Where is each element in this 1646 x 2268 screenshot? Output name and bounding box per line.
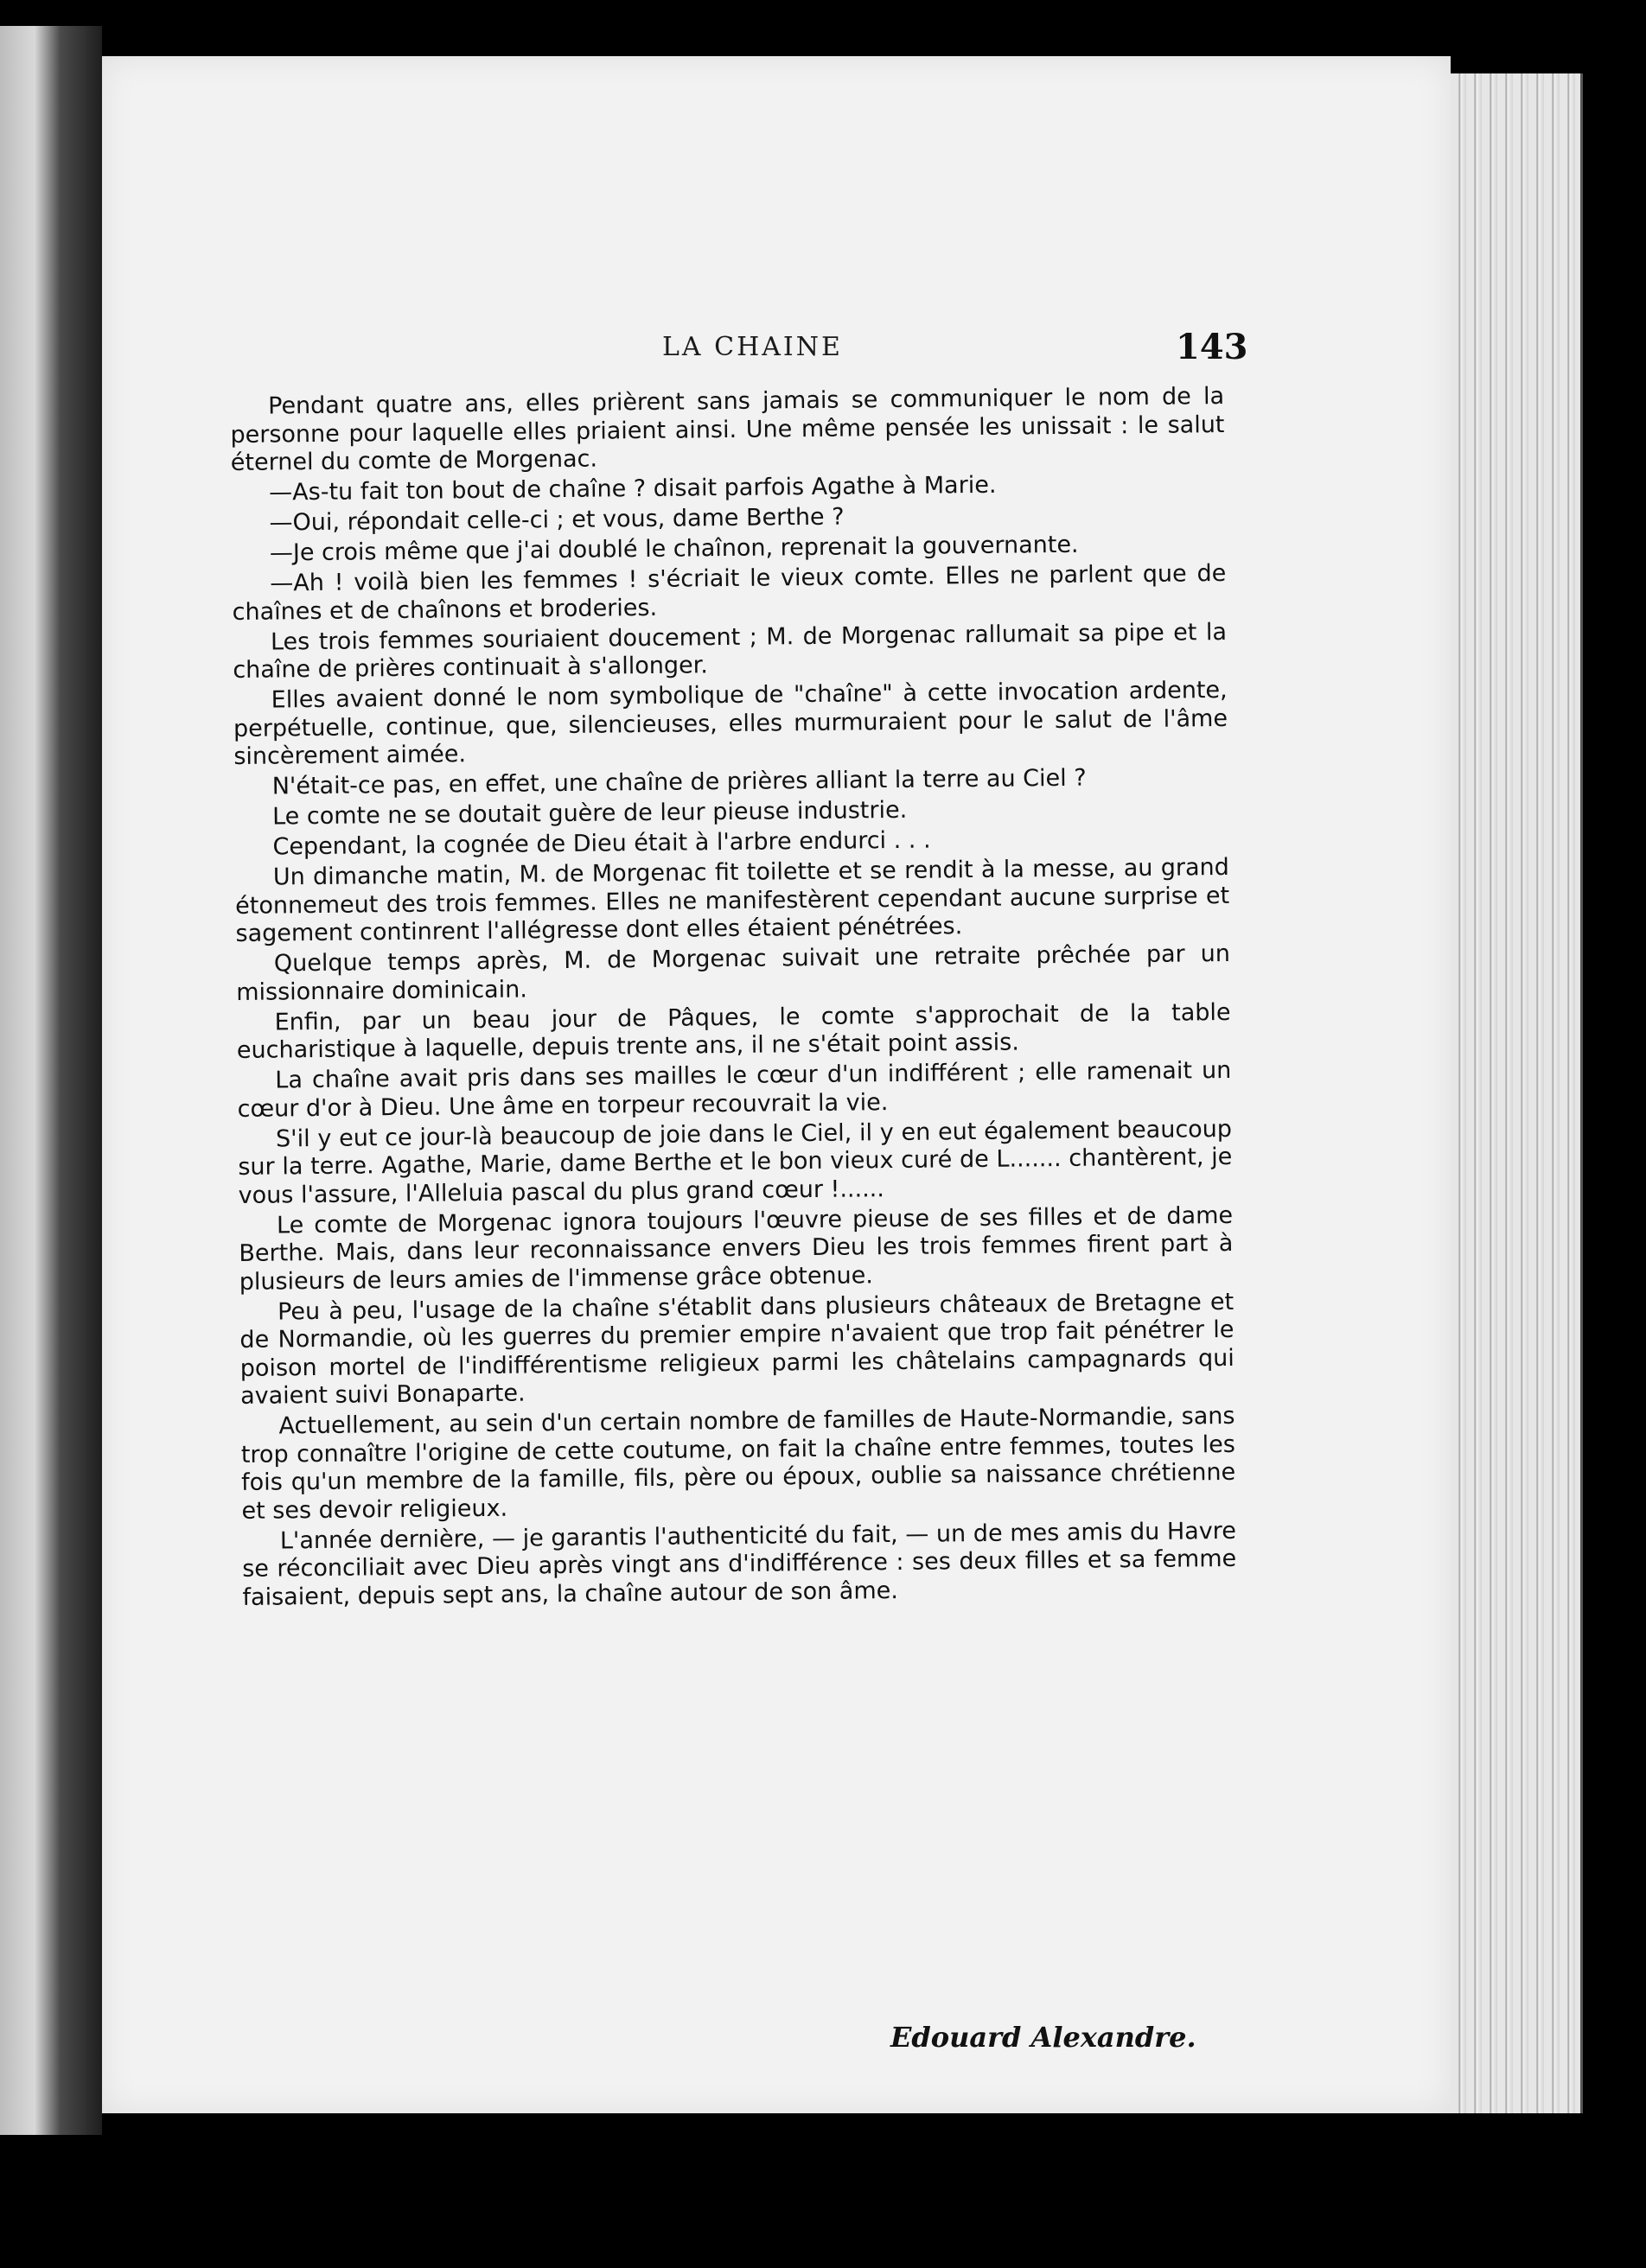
- paragraph: Un dimanche matin, M. de Morgenac fit toilette et se rendit à la messe, au grand étonnemeut des trois femmes. Elles ne manifestèrent cependant aucune surprise et sagement continrent l'allégresse dont elles étaient pénétrées.: [235, 853, 1230, 947]
- paragraph: Cependant, la cognée de Dieu était à l'arbre endurci . . .: [272, 826, 931, 861]
- paragraph: La chaîne avait pris dans ses mailles le cœur d'un indifférent ; elle ramenait un cœur d'or à Dieu. Une âme en torpeur recouvrait la vie.: [237, 1056, 1232, 1123]
- paragraph: Elles avaient donné le nom symbolique de "chaîne" à cette invocation ardente, perpétuelle, continue, que, silencieuses, elles murmuraient pour le salut de l'âme sincèrement aimée.: [233, 676, 1228, 770]
- paragraph: Les trois femmes souriaient doucement ; M. de Morgenac rallumait sa pipe et la chaîne de prières continuait à s'allonger.: [233, 618, 1228, 684]
- paragraph: Le comte de Morgenac ignora toujours l'œuvre pieuse de ses filles et de dame Berthe. Mais, dans leur reconnaissance envers Dieu les trois femmes firent part à plusieurs de leurs amies de l'immense grâce obtenue.: [239, 1201, 1234, 1296]
- paragraph: —As-tu fait ton bout de chaîne ? disait parfois Agathe à Marie.: [269, 471, 997, 506]
- paragraph: S'il y eut ce jour-là beaucoup de joie dans le Ciel, il y en eut également beaucoup sur la terre. Agathe, Marie, dame Berthe et le bon vieux curé de L....... chantèrent, je vous l'assure, l'Alleluia pascal du plus grand cœur !......: [238, 1115, 1233, 1209]
- paragraph: L'année dernière, — je garantis l'authenticité du fait, — un de mes amis du Havre se réconciliait avec Dieu après vingt ans d'indifférence : ses deux filles et sa femme faisaient, depuis sept ans, la chaîne autour de son âme.: [242, 1517, 1237, 1611]
- author-signature: Edouard Alexandre.: [890, 2021, 1196, 2054]
- book-cover-edge: [0, 26, 102, 2135]
- page-stack-edge: [1451, 73, 1583, 2113]
- paragraph: —Oui, répondait celle-ci ; et vous, dame Berthe ?: [269, 503, 845, 537]
- body-text: [230, 383, 1237, 1612]
- paragraph: Quelque temps après, M. de Morgenac suivait une retraite prêchée par un missionnaire dominicain.: [236, 940, 1231, 1006]
- running-title: LA CHAINE: [662, 332, 843, 362]
- paragraph: Actuellement, au sein d'un certain nombre de familles de Haute-Normandie, sans trop connaître l'origine de cette coutume, on fait la chaîne entre femmes, toutes les fois qu'un membre de la famille, fils, père ou époux, oublie sa naissance chrétienne et ses devoir religieux.: [240, 1402, 1236, 1525]
- paragraph: Peu à peu, l'usage de la chaîne s'établit dans plusieurs châteaux de Bretagne et de Normandie, où les guerres du premier empire n'avaient que trop fait pénétrer le poison mortel de l'indifférentisme religieux parmi les châtelains campagnards qui avaient suivi Bonaparte.: [239, 1288, 1234, 1410]
- paragraph: N'était-ce pas, en effet, une chaîne de prières alliant la terre au Ciel ?: [271, 764, 1087, 800]
- paragraph: —Je crois même que j'ai doublé le chaînon, reprenait la gouvernante.: [269, 531, 1079, 567]
- paragraph: Enfin, par un beau jour de Pâques, le comte s'approchait de la table eucharistique à laquelle, depuis trente ans, il ne s'était point assis.: [236, 998, 1231, 1064]
- page-number: 143: [1176, 327, 1248, 367]
- paragraph: Le comte ne se doutait guère de leur pieuse industrie.: [271, 796, 908, 831]
- paragraph: Pendant quatre ans, elles prièrent sans jamais se communiquer le nom de la personne pour laquelle elles priaient ainsi. Une même pensée les unissait : le salut éternel du comte de Morgenac.: [230, 382, 1225, 476]
- paragraph: —Ah ! voilà bien les femmes ! s'écriait le vieux comte. Elles ne parlent que de chaînes et de chaînons et broderies.: [232, 559, 1227, 626]
- page-header: [273, 327, 1248, 379]
